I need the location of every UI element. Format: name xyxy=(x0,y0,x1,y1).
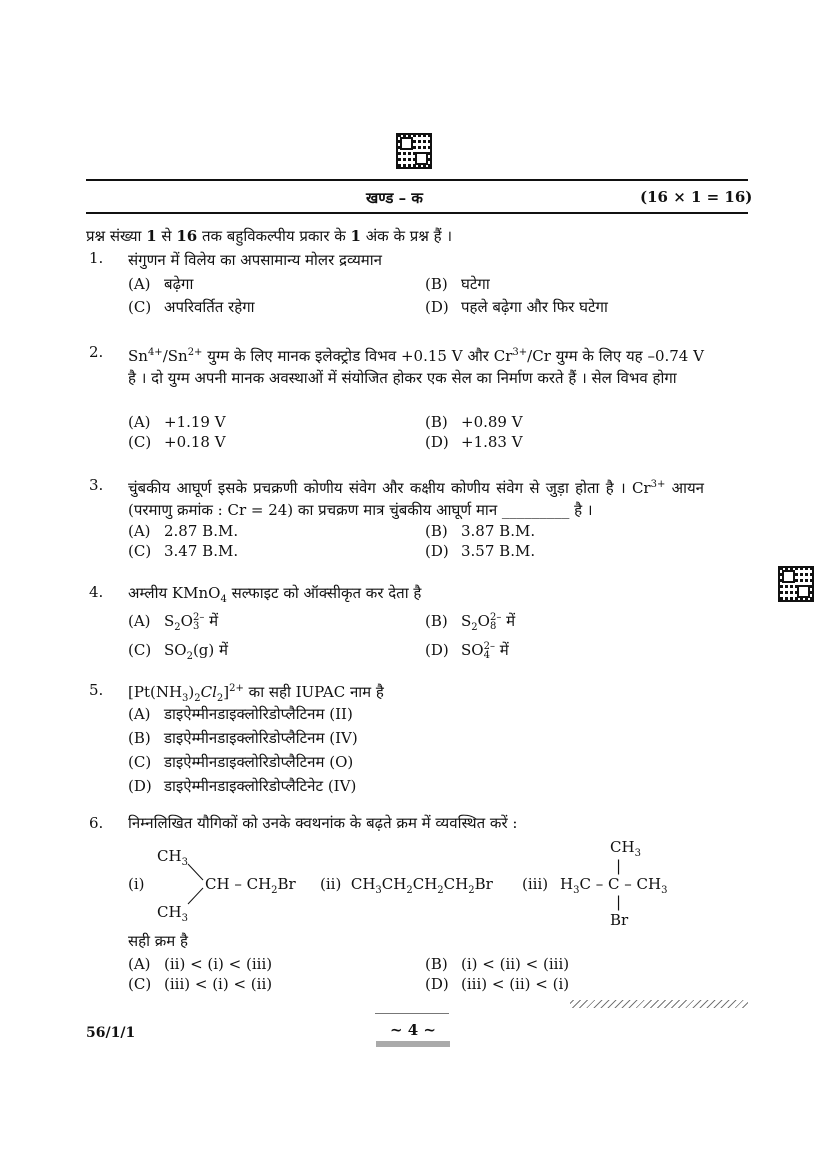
q5-option-d[interactable]: (D) डाइऐम्मीनडाइक्लोरिडोप्लैटिनेट (IV) xyxy=(128,777,357,795)
q6-option-c[interactable]: (C) (iii) < (i) < (ii) xyxy=(128,975,273,993)
question-4-text: अम्लीय KMnO$_4$ सल्फाइट को ऑक्सीकृत कर देता है xyxy=(128,584,422,605)
q6-option-b[interactable]: (B) (i) < (ii) < (iii) xyxy=(425,955,570,973)
qr-code-top xyxy=(396,133,432,169)
q4-option-d[interactable]: (D) SO 2– 4 में xyxy=(425,641,509,661)
paper-code: 56/1/1 xyxy=(86,1025,136,1041)
question-6-number: 6. xyxy=(89,814,104,832)
compound-i-ch3-top: $CH_3$ xyxy=(157,847,188,868)
compound-i-label: (i) xyxy=(128,875,145,893)
question-4-number: 4. xyxy=(89,583,104,601)
compound-i-bonds xyxy=(185,858,207,908)
header-rule xyxy=(86,179,748,181)
q2-option-b[interactable]: (B) +0.89 V xyxy=(425,413,523,431)
q4-option-b[interactable]: (B) $S_2O$ 2– 8 में xyxy=(425,612,516,633)
compound-iii-bond-bottom: | xyxy=(616,893,622,911)
question-3-number: 3. xyxy=(89,476,104,494)
q5-option-a[interactable]: (A) डाइऐम्मीनडाइक्लोरिडोप्लैटिनम (II) xyxy=(128,705,353,723)
question-5-number: 5. xyxy=(89,681,104,699)
question-2-number: 2. xyxy=(89,343,104,361)
compound-i-main: CH – $CH_2Br$ xyxy=(205,875,296,896)
q3-option-c[interactable]: (C) 3.47 B.M. xyxy=(128,542,239,560)
q1-option-a[interactable]: (A) बढ़ेगा xyxy=(128,275,194,293)
page-number: ~ 4 ~ xyxy=(389,1021,437,1039)
q2-option-c[interactable]: (C) +0.18 V xyxy=(128,433,226,451)
page-bar xyxy=(376,1041,450,1047)
compound-iii-br: Br xyxy=(610,911,629,929)
compound-iii-main: $H_3C$ – C – $CH_3$ xyxy=(560,875,668,896)
q2-option-d[interactable]: (D) +1.83 V xyxy=(425,433,523,451)
answer-prompt: सही क्रम है xyxy=(128,932,188,950)
q6-option-a[interactable]: (A) (ii) < (i) < (iii) xyxy=(128,955,273,973)
q4-option-a[interactable]: (A) $S_2O$ 2– 3 में xyxy=(128,612,219,633)
q1-option-b[interactable]: (B) घटेगा xyxy=(425,275,490,293)
question-1-number: 1. xyxy=(89,249,104,267)
q5-option-b[interactable]: (B) डाइऐम्मीनडाइक्लोरिडोप्लैटिनम (IV) xyxy=(128,729,358,747)
q5-option-c[interactable]: (C) डाइऐम्मीनडाइक्लोरिडोप्लैटिनम (O) xyxy=(128,753,354,771)
q3-option-b[interactable]: (B) 3.87 B.M. xyxy=(425,522,536,540)
compound-iii-bond-top: | xyxy=(616,857,622,875)
compound-ii: (ii) $CH_3CH_2CH_2CH_2Br$ xyxy=(320,875,493,896)
section-title: खण्ड – क xyxy=(366,189,423,207)
q3-option-d[interactable]: (D) 3.57 B.M. xyxy=(425,542,536,560)
compound-iii-label: (iii) xyxy=(522,875,549,893)
page-rule xyxy=(375,1013,449,1014)
question-2-text: $Sn^{4+}/Sn^{2+}$ युग्म के लिए मानक इलेक्ट्रोड विभव +0.15 V और $Cr^{3+}/Cr$ युग्म के लिए यह –0.74 V है । दो युग्म अपनी मानक अवस्थाओं में संयोजित होकर एक सेल का निर्माण करते हैं । सेल विभव होगा xyxy=(128,347,705,387)
question-1-text: संगुणन में विलेय का अपसामान्य मोलर द्रव्यमान xyxy=(128,251,382,269)
question-3-text: चुंबकीय आघूर्ण इसके प्रचक्रणी कोणीय संवेग और कक्षीय कोणीय संवेग से जुड़ा होता है । $Cr^{3+}$ आयन (परमाणु क्रमांक : Cr = 24) का प्रचक्रण मात्र चुंबकीय आघूर्ण मान _________ है । xyxy=(128,479,705,519)
header-rule-bottom xyxy=(86,212,748,214)
compound-i-ch3-bottom: $CH_3$ xyxy=(157,903,188,924)
q6-option-d[interactable]: (D) (iii) < (ii) < (i) xyxy=(425,975,570,993)
q2-option-a[interactable]: (A) +1.19 V xyxy=(128,413,226,431)
question-5-text: $[Pt(NH_3)_2Cl_2]^{2+}$ का सही IUPAC नाम है xyxy=(128,683,384,704)
q4-option-c[interactable]: (C) $SO_2(g)$ में xyxy=(128,641,228,662)
wavy-divider xyxy=(570,1000,748,1008)
marks-label: (16 × 1 = 16) xyxy=(640,188,753,206)
compound-iii-top: $CH_3$ xyxy=(610,838,641,859)
q3-option-a[interactable]: (A) 2.87 B.M. xyxy=(128,522,239,540)
instruction: प्रश्न संख्या 1 से 16 तक बहुविकल्पीय प्रकार के 1 अंक के प्रश्न हैं । xyxy=(86,227,453,245)
qr-code-side xyxy=(778,566,814,602)
q1-option-c[interactable]: (C) अपरिवर्तित रहेगा xyxy=(128,298,255,316)
question-6-text: निम्नलिखित यौगिकों को उनके क्वथनांक के बढ़ते क्रम में व्यवस्थित करें : xyxy=(128,814,518,832)
q1-option-d[interactable]: (D) पहले बढ़ेगा और फिर घटेगा xyxy=(425,298,608,316)
